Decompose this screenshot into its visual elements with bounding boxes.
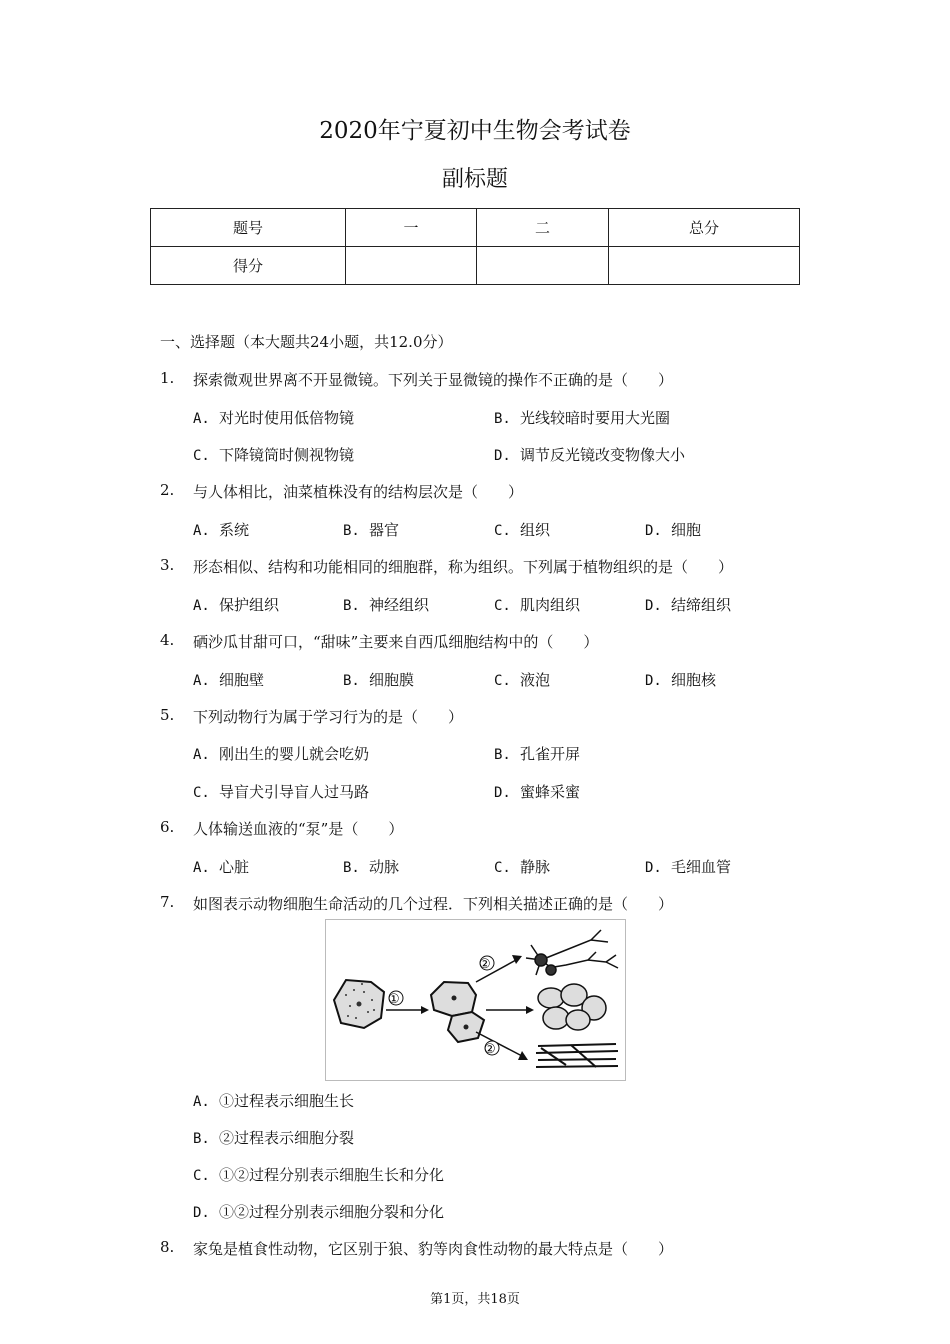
option-a[interactable]: [193, 1090, 354, 1111]
label-2: ②: [479, 957, 491, 972]
option-d[interactable]: [494, 781, 580, 802]
option-c[interactable]: [494, 669, 550, 690]
option-text: 液泡: [520, 671, 551, 689]
option-d[interactable]: [645, 594, 731, 615]
option-text: 下降镜筒时侧视物镜: [219, 446, 355, 464]
cell-diagram: [326, 920, 625, 1080]
question-number: 3.: [160, 556, 175, 574]
score-cell[interactable]: [346, 247, 477, 285]
option-letter: C.: [193, 1168, 210, 1184]
option-letter: A.: [193, 747, 210, 763]
option-text: ①②过程分别表示细胞分裂和分化: [219, 1203, 445, 1221]
question-number: 2.: [160, 481, 175, 499]
question-number: 7.: [160, 893, 175, 911]
nucleus: [452, 996, 457, 1001]
option-letter: C.: [494, 523, 511, 539]
option-letter: A.: [193, 1094, 210, 1110]
option-a[interactable]: [193, 856, 249, 877]
option-text: 孔雀开屏: [520, 745, 581, 763]
page-title: 2020年宁夏初中生物会考试卷: [319, 118, 631, 144]
option-text: ①过程表示细胞生长: [219, 1092, 355, 1110]
option-text: 器官: [369, 521, 400, 539]
option-b[interactable]: [343, 669, 414, 690]
option-letter: B.: [494, 411, 511, 427]
option-letter: A.: [193, 860, 210, 876]
option-text: 细胞: [671, 521, 702, 539]
option-a[interactable]: [193, 594, 279, 615]
option-text: 对光时使用低倍物镜: [219, 409, 355, 427]
option-text: 肌肉组织: [520, 596, 581, 614]
option-letter: B.: [494, 747, 511, 763]
option-text: ②过程表示细胞分裂: [219, 1129, 355, 1147]
option-letter: B.: [343, 860, 360, 876]
option-letter: B.: [343, 523, 360, 539]
score-cell[interactable]: [477, 247, 609, 285]
option-text: 神经组织: [369, 596, 430, 614]
muscle-fibers: [536, 1044, 618, 1067]
question-number: 5.: [160, 706, 175, 724]
option-text: 心脏: [219, 858, 250, 876]
option-text: 导盲犬引导盲人过马路: [219, 783, 370, 801]
score-table: [150, 208, 800, 285]
epithelial-cells: [538, 984, 606, 1030]
option-text: ①②过程分别表示细胞生长和分化: [219, 1166, 445, 1184]
question-number: 6.: [160, 818, 175, 836]
option-text: 细胞壁: [219, 671, 265, 689]
option-text: 蜜蜂采蜜: [520, 783, 581, 801]
table-row: [151, 209, 800, 247]
option-d[interactable]: [193, 1201, 444, 1222]
row-label-cell: 得分: [151, 247, 346, 285]
page-subtitle: 副标题: [441, 167, 508, 192]
option-text: 光线较暗时要用大光圈: [520, 409, 671, 427]
option-letter: A.: [193, 673, 210, 689]
label-1: ①: [388, 992, 400, 1007]
option-d[interactable]: [645, 669, 716, 690]
arrow-head: [526, 1006, 534, 1014]
option-letter: C.: [193, 785, 210, 801]
option-letter: A.: [193, 411, 210, 427]
option-c[interactable]: [193, 444, 354, 465]
nucleus: [464, 1025, 469, 1030]
option-d[interactable]: [494, 444, 685, 465]
question-text: 家兔是植食性动物，它区别于狼、豹等肉食性动物的最大特点是（ ）: [193, 1240, 674, 1258]
question-number: 4.: [160, 631, 175, 649]
option-letter: B.: [343, 673, 360, 689]
header-cell: 题号: [151, 209, 346, 247]
question-text: 与人体相比，油菜植株没有的结构层次是（ ）: [193, 483, 524, 501]
arrow-head: [512, 955, 522, 964]
cell-process-figure: [325, 919, 626, 1081]
option-letter: A.: [193, 523, 210, 539]
question-text: 下列动物行为属于学习行为的是（ ）: [193, 708, 464, 726]
nerve-cells: [526, 930, 618, 975]
option-a[interactable]: [193, 407, 354, 428]
question-text: 形态相似、结构和功能相同的细胞群，称为组织。下列属于植物组织的是（ ）: [193, 558, 734, 576]
option-b[interactable]: [343, 594, 429, 615]
option-b[interactable]: [193, 1127, 354, 1148]
option-c[interactable]: [193, 1164, 444, 1185]
option-letter: D.: [645, 673, 662, 689]
option-letter: A.: [193, 598, 210, 614]
option-b[interactable]: [494, 743, 580, 764]
section-heading: 一、选择题（本大题共24小题，共12.0分）: [160, 333, 453, 351]
option-text: 组织: [520, 521, 551, 539]
option-c[interactable]: [494, 519, 550, 540]
option-text: 动脉: [369, 858, 400, 876]
option-text: 系统: [219, 521, 250, 539]
option-c[interactable]: [494, 856, 550, 877]
arrow-head: [421, 1006, 429, 1014]
option-d[interactable]: [645, 856, 731, 877]
option-c[interactable]: [494, 594, 580, 615]
question-text: 硒沙瓜甘甜可口，“甜味”主要来自西瓜细胞结构中的（ ）: [193, 633, 599, 651]
header-cell: 总分: [609, 209, 800, 247]
option-text: 保护组织: [219, 596, 280, 614]
option-letter: D.: [494, 785, 511, 801]
option-b[interactable]: [494, 407, 670, 428]
question-text: 人体输送血液的“泵”是（ ）: [193, 820, 404, 838]
option-text: 细胞核: [671, 671, 717, 689]
option-text: 静脉: [520, 858, 551, 876]
option-letter: B.: [193, 1131, 210, 1147]
option-letter: C.: [193, 448, 210, 464]
option-letter: B.: [343, 598, 360, 614]
question-text: 探索微观世界离不开显微镜。下列关于显微镜的操作不正确的是（ ）: [193, 371, 674, 389]
score-cell[interactable]: [609, 247, 800, 285]
option-c[interactable]: [193, 781, 369, 802]
option-b[interactable]: [343, 856, 399, 877]
label-2: ②: [484, 1042, 496, 1057]
option-text: 毛细血管: [671, 858, 732, 876]
option-b[interactable]: [343, 519, 399, 540]
option-letter: C.: [494, 860, 511, 876]
question-text: 如图表示动物细胞生命活动的几个过程．下列相关描述正确的是（ ）: [193, 895, 674, 913]
option-a[interactable]: [193, 519, 249, 540]
option-letter: D.: [494, 448, 511, 464]
arrow-2-down: [476, 1032, 522, 1056]
header-cell: 二: [477, 209, 609, 247]
option-letter: D.: [645, 860, 662, 876]
option-text: 细胞膜: [369, 671, 415, 689]
option-letter: C.: [494, 673, 511, 689]
option-letter: D.: [645, 598, 662, 614]
question-number: 8.: [160, 1238, 175, 1256]
header-cell: 一: [346, 209, 477, 247]
table-row: [151, 247, 800, 285]
question-number: 1.: [160, 369, 175, 387]
option-letter: C.: [494, 598, 511, 614]
option-text: 调节反光镜改变物像大小: [520, 446, 686, 464]
option-text: 结缔组织: [671, 596, 732, 614]
option-d[interactable]: [645, 519, 701, 540]
option-a[interactable]: [193, 669, 264, 690]
option-letter: D.: [193, 1205, 210, 1221]
option-letter: D.: [645, 523, 662, 539]
option-text: 刚出生的婴儿就会吃奶: [219, 745, 370, 763]
page-footer: 第1页，共18页: [430, 1292, 520, 1307]
option-a[interactable]: [193, 743, 369, 764]
